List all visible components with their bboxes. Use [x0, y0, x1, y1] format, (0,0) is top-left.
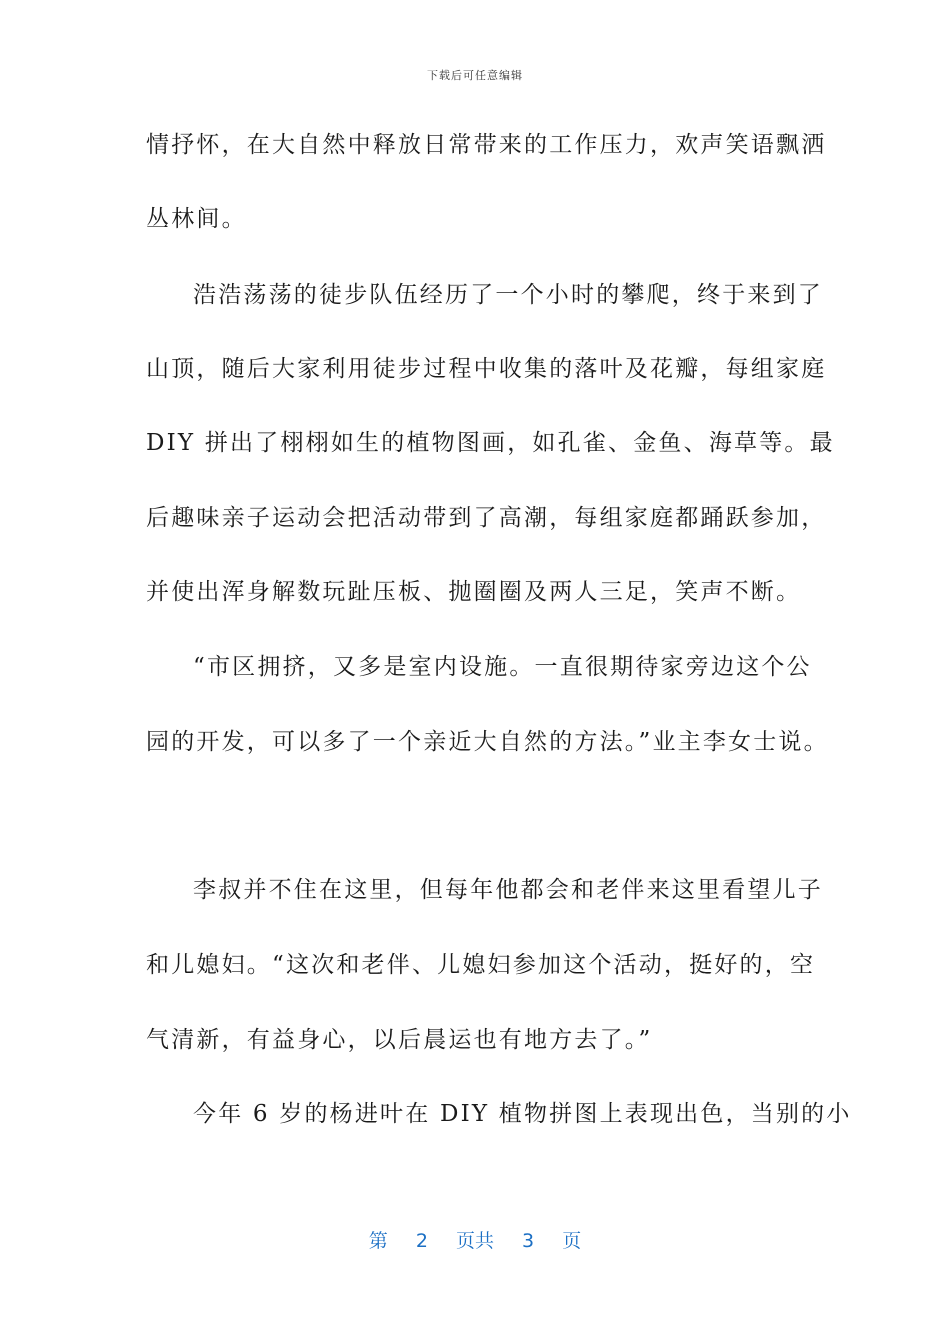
- footer-suffix: 页: [562, 1230, 582, 1252]
- footer-page-number: 2: [415, 1230, 428, 1252]
- footer-total-pages: 3: [522, 1230, 535, 1252]
- footer-prefix: 第: [368, 1230, 388, 1252]
- header-note: 下载后可任意编辑: [427, 69, 523, 82]
- text-line: 园的开发，可以多了一个亲近大自然的方法。”业主李女士说。: [146, 729, 829, 755]
- text-line: 情抒怀，在大自然中释放日常带来的工作压力，欢声笑语飘洒: [146, 132, 827, 158]
- text-line: 浩浩荡荡的徒步队伍经历了一个小时的攀爬，终于来到了: [193, 282, 823, 308]
- text-line: 和儿媳妇。“这次和老伴、儿媳妇参加这个活动，挺好的，空: [146, 952, 816, 978]
- text-line: 气清新，有益身心，以后晨运也有地方去了。”: [146, 1027, 653, 1053]
- text-line: 丛林间。: [146, 206, 247, 232]
- text-line: 山顶，随后大家利用徒步过程中收集的落叶及花瓣，每组家庭: [146, 356, 827, 382]
- text-line: “市区拥挤，又多是室内设施。一直很期待家旁边这个公: [193, 654, 812, 680]
- text-line: 今年 6 岁的杨进叶在 DIY 植物拼图上表现出色，当别的小: [193, 1101, 852, 1127]
- text-line: 李叔并不住在这里，但每年他都会和老伴来这里看望儿子: [193, 877, 823, 903]
- text-line: 并使出浑身解数玩趾压板、抛圈圈及两人三足，笑声不断。: [146, 579, 802, 605]
- text-line: DIY 拼出了栩栩如生的植物图画，如孔雀、金鱼、海草等。最: [146, 430, 835, 456]
- text-line: 后趣味亲子运动会把活动带到了高潮，每组家庭都踊跃参加，: [146, 505, 827, 531]
- page-footer: [0, 1226, 950, 1253]
- footer-middle: 页共: [455, 1230, 494, 1252]
